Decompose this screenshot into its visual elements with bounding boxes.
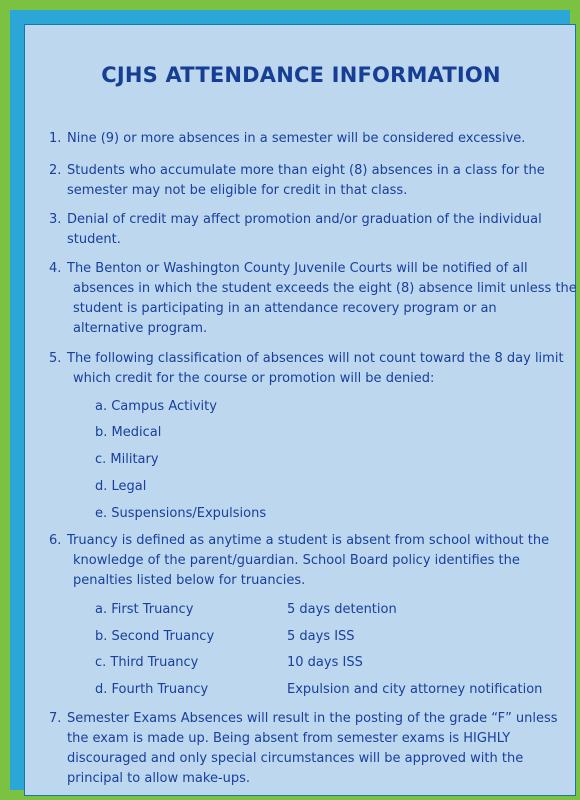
- item-number: 1.: [49, 131, 62, 146]
- item-text: semester may not be eligible for credit in that class.: [67, 183, 408, 198]
- truancy-penalty: 10 days ISS: [287, 655, 363, 670]
- item-text: knowledge of the parent/guardian. School Board policy identifies the: [73, 553, 520, 568]
- item-number: 3.: [49, 212, 62, 227]
- truancy-label: d. Fourth Truancy: [95, 682, 209, 697]
- item-text: penalties listed below for truancies.: [73, 573, 306, 588]
- item-text: Semester Exams Absences will result in the posting of the grade “F” unless: [67, 711, 558, 726]
- item-text: The Benton or Washington County Juvenile Courts will be notified of all: [67, 261, 528, 276]
- truancy-label: a. First Truancy: [95, 602, 194, 617]
- item-text: student.: [67, 232, 121, 247]
- classification-item: c. Military: [95, 452, 159, 467]
- page-title: CJHS ATTENDANCE INFORMATION: [101, 63, 501, 87]
- item-number: 7.: [49, 711, 62, 726]
- item-number: 6.: [49, 533, 62, 548]
- item-text: which credit for the course or promotion will be denied:: [73, 371, 435, 386]
- item-text: Students who accumulate more than eight (8) absences in a class for the: [67, 163, 545, 178]
- item-text: Denial of credit may affect promotion and/or graduation of the individual: [67, 212, 542, 227]
- classification-item: d. Legal: [95, 479, 147, 494]
- classification-item: b. Medical: [95, 425, 162, 440]
- item-text: absences in which the student exceeds the eight (8) absence limit unless the: [73, 281, 577, 296]
- classification-item: e. Suspensions/Expulsions: [95, 506, 267, 521]
- item-number: 2.: [49, 163, 62, 178]
- item-text: Nine (9) or more absences in a semester will be considered excessive.: [67, 131, 526, 146]
- classification-item: a. Campus Activity: [95, 399, 217, 414]
- attendance-panel: [24, 24, 576, 796]
- truancy-penalty: 5 days detention: [287, 602, 397, 617]
- truancy-penalty: Expulsion and city attorney notification: [287, 682, 543, 697]
- item-text: student is participating in an attendance recovery program or an: [73, 301, 497, 316]
- item-number: 4.: [49, 261, 62, 276]
- item-text: the exam is made up. Being absent from semester exams is HIGHLY: [67, 731, 511, 746]
- item-text: alternative program.: [73, 321, 208, 336]
- truancy-penalty: 5 days ISS: [287, 629, 355, 644]
- item-number: 5.: [49, 351, 62, 366]
- item-text: principal to allow make-ups.: [67, 771, 251, 786]
- truancy-label: c. Third Truancy: [95, 655, 199, 670]
- item-text: The following classification of absences will not count toward the 8 day limit: [67, 351, 564, 366]
- truancy-label: b. Second Truancy: [95, 629, 215, 644]
- item-text: Truancy is defined as anytime a student is absent from school without the: [67, 533, 550, 548]
- item-text: discouraged and only special circumstances will be approved with the: [67, 751, 524, 766]
- outer-frame: [10, 10, 577, 790]
